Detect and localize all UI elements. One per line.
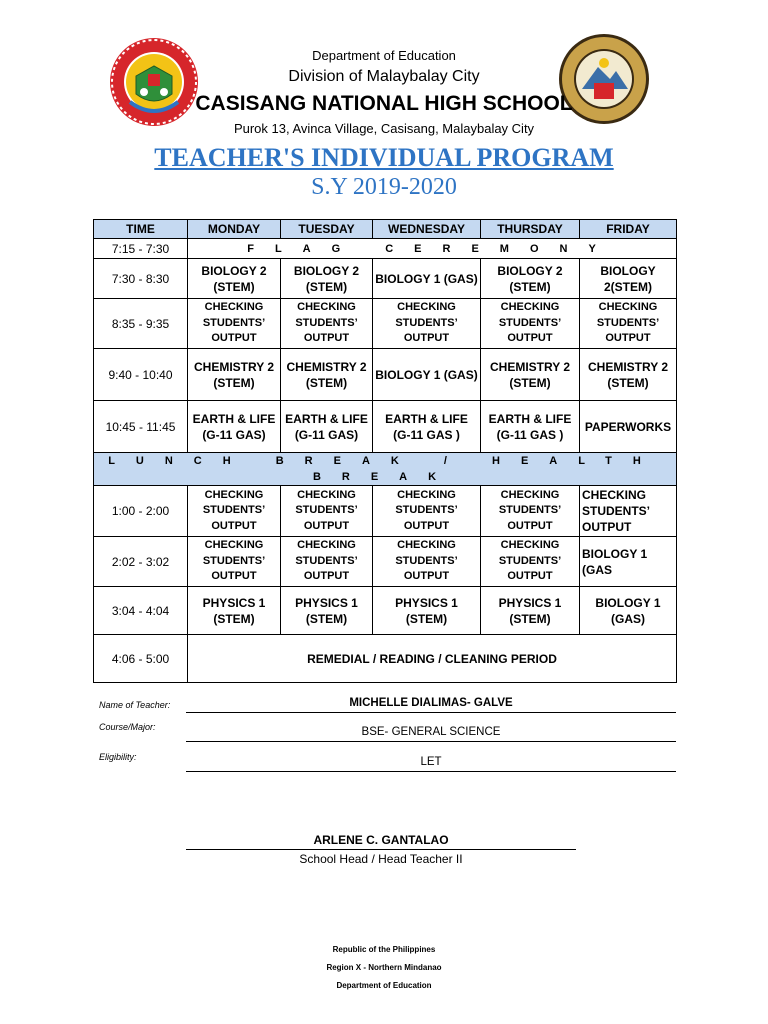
time-cell: 7:30 - 8:30 xyxy=(94,259,188,299)
schedule-cell: CHECKING STUDENTS’ OUTPUT xyxy=(481,299,580,349)
schedule-cell: CHEMISTRY 2 (STEM) xyxy=(481,349,580,401)
flag-ceremony-row xyxy=(94,239,677,259)
column-header: TUESDAY xyxy=(281,220,373,239)
schedule-cell: CHECKING STUDENTS’ OUTPUT xyxy=(281,537,373,587)
time-cell: 3:04 - 4:04 xyxy=(94,587,188,635)
schedule-cell: PHYSICS 1 (STEM) xyxy=(188,587,281,635)
eligibility-label: Eligibility: xyxy=(99,752,137,762)
schedule-cell: PAPERWORKS xyxy=(580,401,677,453)
school-name: CASISANG NATIONAL HIGH SCHOOL xyxy=(195,92,573,115)
schedule-cell: CHECKING STUDENTS’ OUTPUT xyxy=(481,486,580,537)
table-row xyxy=(94,587,677,635)
schedule-cell: CHECKING STUDENTS’ OUTPUT xyxy=(281,299,373,349)
time-cell: 2:02 - 3:02 xyxy=(94,537,188,587)
table-row xyxy=(94,299,677,349)
schedule-cell: BIOLOGY 1 (GAS) xyxy=(580,587,677,635)
table-row xyxy=(94,349,677,401)
signatory-name: ARLENE C. GANTALAO xyxy=(186,833,576,850)
division-label: Division of Malaybalay City xyxy=(288,68,480,85)
schedule-cell: CHECKING STUDENTS’ OUTPUT xyxy=(580,486,677,537)
lunch-break-row xyxy=(94,453,677,486)
schedule-cell: PHYSICS 1 (STEM) xyxy=(373,587,481,635)
time-cell: 4:06 - 5:00 xyxy=(94,635,188,683)
department-label: Department of Education xyxy=(312,48,456,63)
schedule-cell: EARTH & LIFE (G-11 GAS ) xyxy=(373,401,481,453)
time-cell: 1:00 - 2:00 xyxy=(94,486,188,537)
footer-line-1: Republic of the Philippines xyxy=(332,945,436,954)
footer-line-2: Region X - Northern Mindanao xyxy=(326,963,442,972)
schedule-cell: BIOLOGY 2(STEM) xyxy=(580,259,677,299)
schedule-header-row xyxy=(94,220,677,239)
schedule-cell: BIOLOGY 1 (GAS) xyxy=(373,259,481,299)
page-title-text: TEACHER'S INDIVIDUAL PROGRAM xyxy=(154,143,614,172)
lunch-break-cell: LUNCH BREAK / HEALTH BREAK xyxy=(94,453,677,486)
schedule-cell: EARTH & LIFE (G-11 GAS) xyxy=(188,401,281,453)
footer-line-3: Department of Education xyxy=(336,981,432,990)
table-row xyxy=(94,635,677,683)
schedule-cell: CHECKING STUDENTS’ OUTPUT xyxy=(481,537,580,587)
page-title xyxy=(0,143,768,173)
schedule-cell: PHYSICS 1 (STEM) xyxy=(281,587,373,635)
schedule-cell: BIOLOGY 1 (GAS) xyxy=(373,349,481,401)
time-cell: 10:45 - 11:45 xyxy=(94,401,188,453)
schedule-cell: CHEMISTRY 2 (STEM) xyxy=(580,349,677,401)
column-header: FRIDAY xyxy=(580,220,677,239)
course-label: Course/Major: xyxy=(99,722,156,732)
flag-ceremony-cell: FLAG CEREMONY xyxy=(188,239,677,259)
schedule-cell: CHECKING STUDENTS’ OUTPUT xyxy=(373,537,481,587)
time-cell: 8:35 - 9:35 xyxy=(94,299,188,349)
remedial-period-cell: REMEDIAL / READING / CLEANING PERIOD xyxy=(188,635,677,683)
column-header: TIME xyxy=(94,220,188,239)
column-header: THURSDAY xyxy=(481,220,580,239)
schedule-cell: BIOLOGY 2 (STEM) xyxy=(188,259,281,299)
schedule-cell: CHECKING STUDENTS’ OUTPUT xyxy=(188,537,281,587)
table-row xyxy=(94,401,677,453)
signatory-position: School Head / Head Teacher II xyxy=(299,852,463,866)
table-row xyxy=(94,259,677,299)
schedule-cell: CHECKING STUDENTS’ OUTPUT xyxy=(373,486,481,537)
schedule-cell: CHECKING STUDENTS’ OUTPUT xyxy=(580,299,677,349)
column-header: MONDAY xyxy=(188,220,281,239)
right-logo-text xyxy=(0,0,1,1)
schedule-cell: CHECKING STUDENTS’ OUTPUT xyxy=(188,486,281,537)
schedule-cell: BIOLOGY 2 (STEM) xyxy=(481,259,580,299)
time-cell: 7:15 - 7:30 xyxy=(94,239,188,259)
column-header: WEDNESDAY xyxy=(373,220,481,239)
course-value: BSE- GENERAL SCIENCE xyxy=(186,726,676,742)
schedule-cell: CHEMISTRY 2 (STEM) xyxy=(188,349,281,401)
teacher-name-value: MICHELLE DIALIMAS- GALVE xyxy=(186,697,676,713)
schedule-cell: EARTH & LIFE (G-11 GAS) xyxy=(281,401,373,453)
teacher-name-label: Name of Teacher: xyxy=(99,700,171,710)
schedule-cell: BIOLOGY 2 (STEM) xyxy=(281,259,373,299)
schedule-cell: PHYSICS 1 (STEM) xyxy=(481,587,580,635)
school-address: Purok 13, Avinca Village, Casisang, Malaybalay City xyxy=(233,121,535,136)
schedule-cell: EARTH & LIFE (G-11 GAS ) xyxy=(481,401,580,453)
schedule-cell: CHECKING STUDENTS’ OUTPUT xyxy=(373,299,481,349)
table-row xyxy=(94,486,677,537)
eligibility-value: LET xyxy=(186,756,676,772)
schedule-table xyxy=(93,219,677,683)
schedule-cell: CHECKING STUDENTS’ OUTPUT xyxy=(188,299,281,349)
schedule-cell: BIOLOGY 1 (GAS xyxy=(580,537,677,587)
time-cell: 9:40 - 10:40 xyxy=(94,349,188,401)
table-row xyxy=(94,537,677,587)
schedule-cell: CHEMISTRY 2 (STEM) xyxy=(281,349,373,401)
school-year: S.Y 2019-2020 xyxy=(311,174,457,200)
schedule-cell: CHECKING STUDENTS’ OUTPUT xyxy=(281,486,373,537)
